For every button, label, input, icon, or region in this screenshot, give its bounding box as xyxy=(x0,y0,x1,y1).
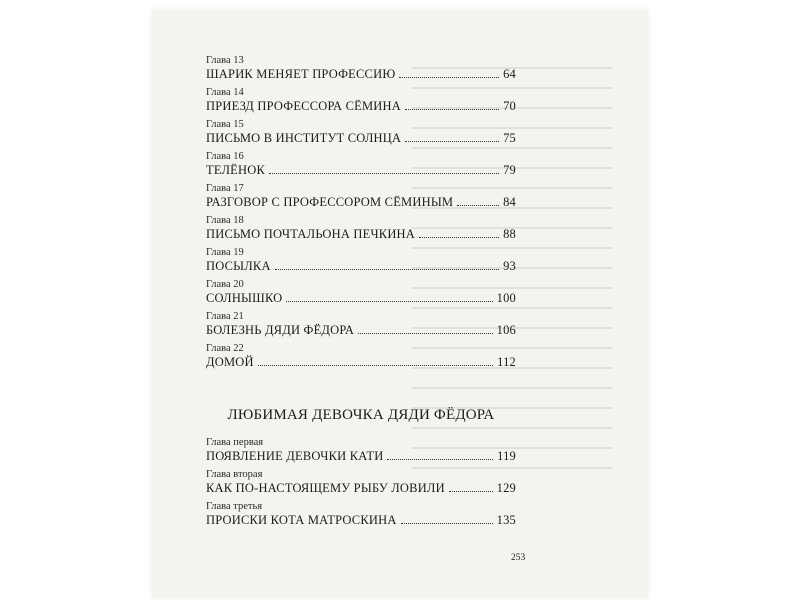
chapter-page-number: 129 xyxy=(496,481,516,495)
chapter-page-number: 112 xyxy=(497,355,516,369)
page-number: 253 xyxy=(511,553,526,563)
toc-part-2 xyxy=(206,436,516,528)
dot-leader xyxy=(258,365,493,366)
chapter-label: Глава 19 xyxy=(206,247,244,258)
dot-leader xyxy=(286,301,492,302)
chapter-page-number: 106 xyxy=(496,323,516,337)
chapter-label: Глава 18 xyxy=(206,215,244,226)
chapter-title-row xyxy=(206,513,516,528)
chapter-page-number: 93 xyxy=(503,259,516,273)
chapter-label: Глава 17 xyxy=(206,183,244,194)
book-page xyxy=(152,10,648,598)
chapter-page-number: 79 xyxy=(503,163,516,177)
toc-entry xyxy=(206,246,516,274)
chapter-page-number: 119 xyxy=(497,449,516,463)
chapter-label: Глава первая xyxy=(206,437,264,448)
toc-entry xyxy=(206,150,516,178)
chapter-page-number: 88 xyxy=(503,227,516,241)
chapter-title: ДОМОЙ xyxy=(206,355,254,369)
chapter-label: Глава 22 xyxy=(206,343,244,354)
dot-leader xyxy=(457,205,499,206)
chapter-title-row xyxy=(206,449,516,464)
dot-leader xyxy=(269,173,499,174)
dot-leader xyxy=(405,109,499,110)
chapter-title-row xyxy=(206,259,516,274)
dot-leader xyxy=(419,237,499,238)
toc-entry xyxy=(206,278,516,306)
chapter-title: РАЗГОВОР С ПРОФЕССОРОМ СЁМИНЫМ xyxy=(206,195,454,209)
toc-entry xyxy=(206,468,516,496)
chapter-title: КАК ПО-НАСТОЯЩЕМУ РЫБУ ЛОВИЛИ xyxy=(206,481,445,495)
chapter-title: ПИСЬМО В ИНСТИТУТ СОЛНЦА xyxy=(206,131,402,145)
toc-entry xyxy=(206,342,516,370)
chapter-title-row xyxy=(206,163,516,178)
chapter-title-row xyxy=(206,355,516,370)
chapter-title: ТЕЛЁНОК xyxy=(206,163,266,177)
toc-part-1 xyxy=(206,54,516,370)
toc-entry xyxy=(206,214,516,242)
chapter-label: Глава вторая xyxy=(206,469,263,480)
table-of-contents xyxy=(206,54,516,532)
toc-entry xyxy=(206,118,516,146)
chapter-label: Глава 16 xyxy=(206,151,244,162)
chapter-label: Глава 20 xyxy=(206,279,244,290)
chapter-title-row xyxy=(206,481,516,496)
toc-entry xyxy=(206,54,516,82)
chapter-title: ПИСЬМО ПОЧТАЛЬОНА ПЕЧКИНА xyxy=(206,227,415,241)
dot-leader xyxy=(399,77,499,78)
chapter-title: ПОСЫЛКА xyxy=(206,259,271,273)
chapter-title-row xyxy=(206,67,516,82)
chapter-title: БОЛЕЗНЬ ДЯДИ ФЁДОРА xyxy=(206,323,355,337)
chapter-title: ШАРИК МЕНЯЕТ ПРОФЕССИЮ xyxy=(206,67,396,81)
chapter-title-row xyxy=(206,227,516,242)
chapter-page-number: 70 xyxy=(503,99,516,113)
toc-entry xyxy=(206,310,516,338)
chapter-label: Глава 13 xyxy=(206,55,244,66)
chapter-page-number: 100 xyxy=(496,291,516,305)
chapter-page-number: 135 xyxy=(496,513,516,527)
chapter-title: СОЛНЫШКО xyxy=(206,291,283,305)
chapter-title-row xyxy=(206,291,516,306)
chapter-title-row xyxy=(206,131,516,146)
dot-leader xyxy=(358,333,492,334)
dot-leader xyxy=(449,491,493,492)
section-heading: ЛЮБИМАЯ ДЕВОЧКА ДЯДИ ФЁДОРА xyxy=(227,407,495,423)
toc-entry xyxy=(206,436,516,464)
chapter-page-number: 75 xyxy=(503,131,516,145)
toc-entry xyxy=(206,86,516,114)
chapter-title: ПОЯВЛЕНИЕ ДЕВОЧКИ КАТИ xyxy=(206,449,384,463)
toc-entry xyxy=(206,182,516,210)
chapter-title-row xyxy=(206,195,516,210)
toc-entry xyxy=(206,500,516,528)
chapter-title: ПРИЕЗД ПРОФЕССОРА СЁМИНА xyxy=(206,99,401,113)
chapter-label: Глава третья xyxy=(206,501,263,512)
chapter-page-number: 84 xyxy=(503,195,516,209)
dot-leader xyxy=(275,269,499,270)
dot-leader xyxy=(387,459,493,460)
chapter-label: Глава 21 xyxy=(206,311,244,322)
chapter-title-row xyxy=(206,99,516,114)
dot-leader xyxy=(401,523,493,524)
chapter-page-number: 64 xyxy=(503,67,516,81)
chapter-label: Глава 15 xyxy=(206,119,244,130)
chapter-label: Глава 14 xyxy=(206,87,244,98)
chapter-title-row xyxy=(206,323,516,338)
dot-leader xyxy=(405,141,499,142)
chapter-title: ПРОИСКИ КОТА МАТРОСКИНА xyxy=(206,513,397,527)
